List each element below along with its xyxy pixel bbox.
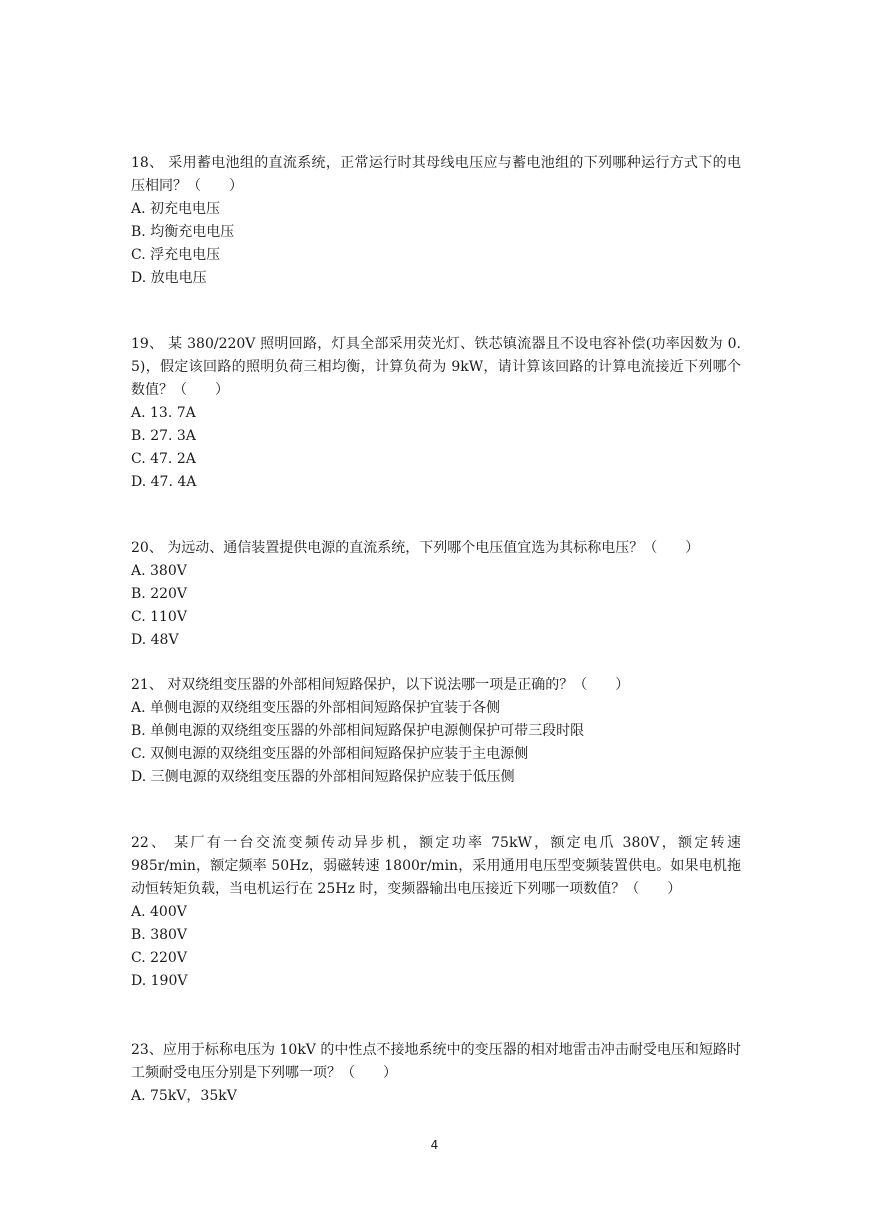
option-d: D. 放电电压 (131, 270, 207, 286)
question-18 (131, 152, 741, 290)
option-a: A. 13. 7A (131, 405, 196, 421)
option-c: C. 220V (131, 950, 187, 966)
option-b: B. 均衡充电电压 (131, 224, 235, 240)
question-23 (131, 1039, 741, 1108)
question-20 (131, 537, 741, 652)
question-22 (131, 832, 741, 993)
option-a: A. 400V (131, 904, 187, 920)
option-c: C. 双侧电源的双绕组变压器的外部相间短路保护应装于主电源侧 (131, 746, 529, 762)
option-d: D. 47. 4A (131, 474, 197, 490)
question-stem: 22、 某厂有一台交流变频传动异步机，额定功率 75kW，额定电爪 380V，额定转速 985r/min，额定频率 50Hz，弱磁转速 1800r/min，采用通用电压型变频装置供电。如果电机拖动恒转矩负载，当电机运行在 25Hz 时，变频器输出电压接近下列哪一项数值？（ ） (131, 835, 741, 897)
option-a: A. 380V (131, 563, 187, 579)
option-c: C. 47. 2A (131, 451, 196, 467)
option-d: D. 190V (131, 973, 188, 989)
question-stem: 23、应用于标称电压为 10kV 的中性点不接地系统中的变压器的相对地雷击冲击耐受电压和短路时工频耐受电压分别是下列哪一项？（ ） (131, 1042, 741, 1081)
question-stem: 18、 采用蓄电池组的直流系统，正常运行时其母线电压应与蓄电池组的下列哪种运行方式下的电压相同？（ ） (131, 155, 741, 194)
option-d: D. 48V (131, 632, 179, 648)
option-b: B. 380V (131, 927, 188, 943)
question-stem: 19、 某 380/220V 照明回路，灯具全部采用荧光灯、铁芯镇流器且不设电容补偿(功率因数为 0. 5)，假定该回路的照明负荷三相均衡，计算负荷为 9kW，请计算该回路的计算电流接近下列哪个数值？（ ） (131, 336, 741, 398)
question-stem: 20、 为远动、通信装置提供电源的直流系统，下列哪个电压值宜选为其标称电压？（ ） (131, 540, 700, 556)
option-a: A. 单侧电源的双绕组变压器的外部相间短路保护宜装于各侧 (131, 700, 501, 716)
option-d: D. 三侧电源的双绕组变压器的外部相间短路保护应装于低压侧 (131, 769, 515, 785)
question-21 (131, 674, 741, 789)
option-a: A. 75kV，35kV (131, 1088, 237, 1104)
question-stem: 21、 对双绕组变压器的外部相间短路保护，以下说法哪一项是正确的？（ ） (131, 677, 630, 693)
option-c: C. 110V (131, 609, 187, 625)
option-c: C. 浮充电电压 (131, 247, 221, 263)
option-b: B. 27. 3A (131, 428, 196, 444)
option-b: B. 220V (131, 586, 188, 602)
option-a: A. 初充电电压 (131, 201, 221, 217)
page-number: 4 (430, 1138, 439, 1152)
option-b: B. 单侧电源的双绕组变压器的外部相间短路保护电源侧保护可带三段时限 (131, 723, 585, 739)
question-19 (131, 333, 741, 494)
